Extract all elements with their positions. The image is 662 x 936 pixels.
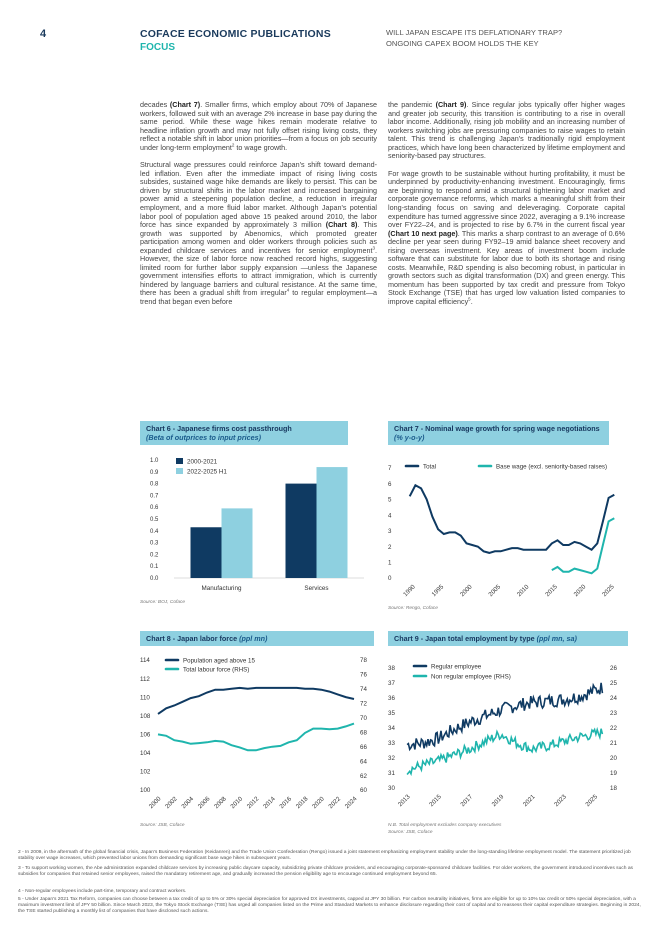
legend-label: 2000-2021: [187, 458, 218, 466]
x-tick-label: 2015: [544, 583, 559, 599]
y-left-tick-label: 108: [140, 712, 151, 720]
y-right-tick-label: 74: [360, 686, 367, 694]
chart8-source: Source: JSB, Coface: [140, 823, 185, 828]
x-tick-label: 2020: [572, 583, 588, 599]
x-tick-label: 1995: [430, 583, 446, 599]
y-left-tick-label: 35: [388, 710, 395, 718]
x-tick-label: 2018: [294, 795, 310, 811]
series-line-non-regular: [407, 729, 602, 775]
x-tick-label: 2006: [196, 795, 212, 811]
y-left-tick-label: 102: [140, 768, 151, 776]
y-left-tick-label: 34: [388, 725, 395, 733]
y-right-tick-label: 22: [610, 725, 617, 733]
chart9-source: Source: JSB, Coface: [388, 830, 433, 835]
x-tick-label: 2000: [147, 795, 163, 811]
y-left-tick-label: 32: [388, 755, 395, 763]
y-left-tick-label: 37: [388, 680, 395, 688]
chart9-plot: [384, 654, 634, 820]
y-right-tick-label: 70: [360, 714, 367, 722]
y-right-tick-label: 60: [360, 787, 367, 795]
y-left-tick-label: 30: [388, 785, 395, 793]
series-line-population: [158, 688, 354, 714]
y-tick-label: 0.5: [150, 517, 159, 523]
y-left-tick-label: 104: [140, 750, 151, 758]
paragraph: Structural wage pressures could reinforce Japan's shift toward demand-led inflation. Even after the immediate impact of rising living costs subsides, sustained wage hike demands are likely to persist. This can be driven by structural shifts in the labor market and increased bargaining power amid a steepening population decline, a reduction in irregular employment, and a more fluid labor market. Although Japan's potential labor pool of population aged above 15 peaked around 2010, the labor force has since expanded by approximately 3 million (Chart 8). This growth was supported by Abenomics, which promoted greater participation among women and older workers through policies such as expanded childcare services and incentives for senior employment$^3$. However, the size of labor force now reached record highs, suggesting limited room for further labor supply expansion —unless the Japanese government intensifies efforts to attract immigration, which is currently hindered by language barriers and cultural resistance. At the same time, there has been a gradual shift from irregular$^4$ to regular employment—a trend that began even before: [140, 160, 377, 307]
footnote: 3 - To support working women, the Abe administration expanded childcare services by increasing public daycare capacity, subsidizing private childcare providers, and encouraging corporate-sponsored childcare facilities. For older workers, the government introduced incentives such as subsidies for companies that retained senior employees, raised the mandatory retirement age, and gradually increased the pension eligibility age to encourage continued employment beyond 65.: [18, 866, 633, 878]
y-tick-label: 1: [388, 559, 392, 567]
paragraph: decades (Chart 7). Smaller firms, which employ about 70% of Japanese workers, followed suit with an average 2% increase in base pay during the same period. While these wage hikes remain moderate relative to headline inflation growth and may not fully offset rising living costs, they reflect a notable shift in labor union priorities—from a focus on job security under long-term employment$^2$ to wage growth.: [140, 100, 377, 152]
y-tick-label: 0.8: [150, 481, 159, 488]
chart6-title: Chart 6 - Japanese firms cost passthrough (Beta of outprices to input prices): [140, 421, 348, 445]
y-tick-label: 0.2: [150, 552, 159, 559]
y-tick-label: 7: [388, 465, 392, 473]
chart-reference: (Chart 7): [169, 100, 201, 109]
publication-name: COFACE ECONOMIC PUBLICATIONS: [140, 28, 331, 40]
x-tick-label: 2013: [396, 793, 412, 809]
footnote-marker: 4: [286, 288, 290, 294]
y-tick-label: 4: [388, 512, 392, 520]
y-right-tick-label: 72: [360, 700, 367, 708]
x-tick-label: 2016: [278, 795, 294, 811]
x-tick-label: 2020: [311, 795, 326, 811]
y-left-tick-label: 36: [388, 695, 395, 703]
x-tick-label: 2010: [515, 583, 531, 599]
y-right-tick-label: 62: [360, 772, 367, 780]
y-tick-label: 0: [388, 575, 392, 583]
y-right-tick-label: 66: [360, 743, 367, 751]
y-left-tick-label: 106: [140, 731, 151, 739]
y-tick-label: 3: [388, 528, 392, 536]
footnote: 4 - Non-regular employees include part-time, temporary and contract workers.: [18, 889, 187, 894]
y-right-tick-label: 21: [610, 740, 617, 748]
x-category-label: Services: [304, 585, 329, 592]
chart-reference: (Chart 9): [435, 100, 467, 109]
paragraph: For wage growth to be sustainable without hurting profitability, it must be underpinned by productivity-enhancing investment. Encouragingly, firms are beginning to respond amid a structural tightening labor market and corporate governance reforms, which marks a meaningful shift from their long-standing focus on saving and deleveraging. Corporate capital expenditure has turned aggressive since 2022, averaging a 9.1% increase over FY22–24, and is projected to rise by 6.7% in the current fiscal year (Chart 10 next page). This marks a sharp contrast to an average of 0.6% decline per year seen during FY92–19 amid balance sheet recovery and rising overseas investment. Key areas of investment boom include software that can substitute for labor due to both its shortage and rising costs. Meanwhile, R&D spending is also becoming robust, in particular in growth sectors such as digital transformation (DX) and green energy. This momentum has been supported by tax credit and pressure from Tokyo Stock Exchange (TSE) that has urged low valuation listed companies to improve capital efficiency$^5$.: [388, 168, 625, 307]
y-left-tick-label: 31: [388, 770, 395, 778]
x-tick-label: 2017: [459, 793, 475, 809]
y-tick-label: 0.1: [150, 564, 159, 571]
footnote-marker: 5: [468, 296, 471, 302]
y-right-tick-label: 68: [360, 729, 367, 737]
y-right-tick-label: 26: [610, 665, 617, 673]
chart9-title: Chart 9 - Japan total employment by type (ppl mn, sa): [388, 631, 628, 646]
x-tick-label: 2025: [601, 583, 616, 599]
chart6-source: Source: BOJ, Coface: [140, 600, 186, 605]
legend-non-regular-label: Non regular employee (RHS): [431, 673, 511, 681]
y-tick-label: 0.3: [150, 540, 159, 547]
x-tick-label: 2010: [229, 795, 245, 811]
y-left-tick-label: 110: [140, 694, 150, 702]
chart7-title: Chart 7 - Nominal wage growth for spring wage negotiations (% y-o-y): [388, 421, 609, 445]
y-tick-label: 0.4: [150, 528, 159, 535]
x-tick-label: 2012: [245, 795, 261, 811]
x-tick-label: 2022: [327, 795, 343, 811]
y-right-tick-label: 23: [610, 710, 617, 718]
y-right-tick-label: 20: [610, 755, 617, 763]
footnote-marker: 2: [231, 142, 235, 148]
legend-swatch: [176, 458, 183, 464]
bar-manufacturing-0: [191, 527, 222, 578]
body-column-left: [140, 101, 377, 316]
bar-services-1: [317, 467, 348, 578]
footnote: 2 - In 2009, in the aftermath of the global financial crisis, Japan's Business Federation (Keidanren) and the Trade Union Confederation (Rengo) issued a joint statement emphasizing employment stability under the long-standing lifetime employment model. The statement prioritized job stability over wage increases, which prevented labor unions from demanding significant base wage hikes in subsequent years.: [18, 850, 631, 862]
y-tick-label: 0.0: [150, 576, 159, 582]
chart-reference: (Chart 10 next page): [388, 228, 458, 238]
legend-total-label: Total: [423, 463, 437, 471]
doc-title-line2: ONGOING CAPEX BOOM HOLDS THE KEY: [386, 39, 539, 48]
legend-labour-force-label: Total labour force (RHS): [183, 666, 250, 674]
y-right-tick-label: 78: [360, 657, 367, 665]
footnote-marker: 3: [372, 245, 375, 251]
chart6-plot: [136, 452, 376, 602]
legend-label: 2022-2025 H1: [187, 468, 227, 476]
chart7-plot: [384, 456, 629, 606]
chart9-note: N.B. Total employment excludes company executives: [388, 823, 502, 828]
y-left-tick-label: 38: [388, 665, 395, 673]
y-left-tick-label: 33: [388, 740, 395, 748]
y-tick-label: 0.6: [150, 505, 159, 512]
x-tick-label: 2019: [490, 793, 506, 809]
y-tick-label: 5: [388, 496, 392, 504]
bar-manufacturing-1: [222, 508, 253, 578]
y-right-tick-label: 25: [610, 680, 617, 688]
x-tick-label: 2025: [584, 793, 600, 809]
legend-base-wage-label: Base wage (excl. seniority-based raises): [496, 463, 608, 471]
chart-reference: (Chart 8): [325, 220, 358, 230]
y-right-tick-label: 19: [610, 770, 617, 778]
y-left-tick-label: 112: [140, 675, 150, 683]
x-tick-label: 2015: [428, 793, 443, 809]
x-tick-label: 2021: [521, 793, 537, 809]
y-left-tick-label: 114: [140, 657, 150, 665]
legend-population-label: Population aged above 15: [183, 657, 255, 665]
series-label: FOCUS: [140, 42, 175, 53]
x-tick-label: 2002: [164, 795, 179, 811]
y-tick-label: 6: [388, 480, 392, 488]
x-tick-label: 1990: [402, 583, 417, 599]
x-tick-label: 2004: [180, 795, 196, 811]
body-column-right: [388, 101, 625, 316]
y-tick-label: 0.9: [150, 469, 159, 476]
y-tick-label: 1.0: [150, 458, 159, 464]
page-number: 4: [40, 28, 47, 40]
y-tick-label: 2: [388, 543, 392, 551]
x-tick-label: 2000: [458, 583, 474, 599]
y-right-tick-label: 76: [360, 671, 367, 679]
bar-services-0: [286, 484, 317, 578]
doc-title-line1: WILL JAPAN ESCAPE ITS DEFLATIONARY TRAP?: [386, 28, 563, 37]
legend-regular-label: Regular employee: [431, 663, 482, 671]
paragraph: the pandemic (Chart 9). Since regular jobs typically offer higher wages and greater job security, this transition is contributing to a rise in overall labor income. Additionally, rising job mobility and an increasing number of workers switching jobs are pressuring companies to raise wages to retain talent. This trend is challenging Japan's traditionally rigid employment practices, which have long been characterized by lifetime employment and seniority-based pay structures.: [388, 100, 625, 161]
y-right-tick-label: 18: [610, 785, 617, 793]
chart8-plot: [136, 650, 386, 820]
y-right-tick-label: 24: [610, 695, 617, 703]
x-tick-label: 2005: [487, 583, 503, 599]
series-line-0: [410, 485, 615, 553]
x-category-label: Manufacturing: [201, 585, 242, 592]
y-left-tick-label: 100: [140, 787, 151, 795]
x-tick-label: 2014: [262, 795, 277, 811]
chart7-source: Source: Rengo, Coface: [388, 606, 438, 611]
x-tick-label: 2008: [213, 795, 228, 811]
y-right-tick-label: 64: [360, 758, 367, 766]
legend-swatch: [176, 468, 183, 474]
y-tick-label: 0.7: [150, 493, 159, 500]
x-tick-label: 2023: [553, 793, 568, 809]
series-line-labour-force: [158, 724, 354, 751]
x-tick-label: 2024: [343, 795, 359, 811]
footnote: 5 - Under Japan's 2021 Tax Reform, companies can choose between a tax credit of up to 5% or 30% special depreciation for approved DX investments, capped at JPY 30 billion. For carbon neutrality initiatives, firms are eligible for up to 10% tax credit or 50% special depreciation, with a maximum investment limit of JPY 50 billion. Since March 2023, the Tokyo Stock Exchange (TSE) has urged all companies listed on the Prime and Standard Markets to enhance disclosure regarding their cost of capital and to reassess their capital expenditure strategies. Beginning in 2024, the TSE started publishing a monthly list of companies that have disclosed such actions.: [18, 897, 641, 915]
series-line-regular: [407, 683, 602, 750]
chart8-title: Chart 8 - Japan labor force (ppl mn): [140, 631, 374, 646]
